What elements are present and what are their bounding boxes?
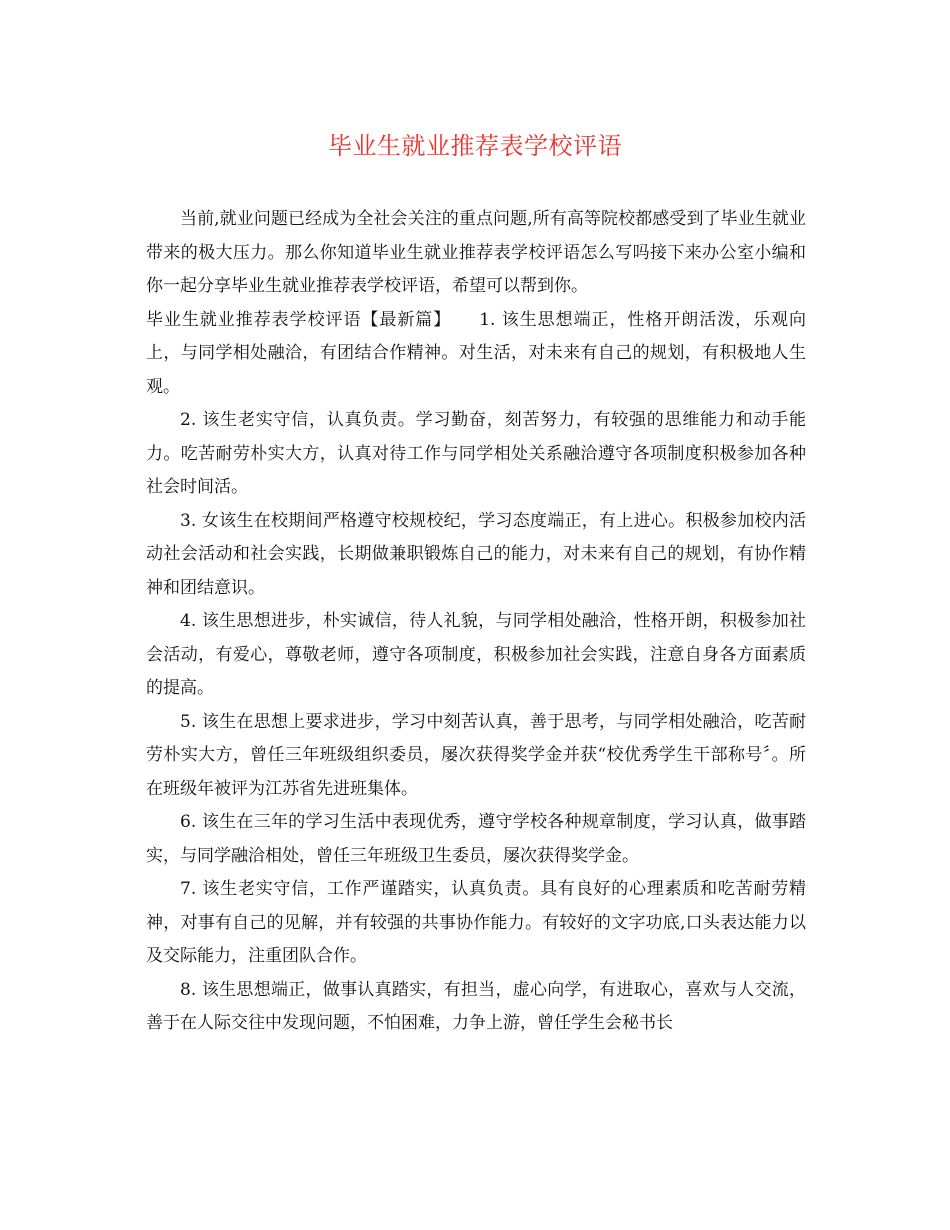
- document-body: [146, 203, 806, 1041]
- intro-paragraph: 当前,就业问题已经成为全社会关注的重点问题,所有高等院校都感受到了毕业生就业带来的极大压力。那么你知道毕业生就业推荐表学校评语怎么写吗接下来办公室小编和你一起分享毕业生就业推荐表学校评语，希望可以帮到你。: [146, 209, 806, 296]
- item-3: 3. 女该生在校期间严格遵守校规校纪，学习态度端正，有上进心。积极参加校内活动社会活动和社会实践，长期做兼职锻炼自己的能力，对未来有自己的规划，有协作精神和团结意识。: [146, 510, 806, 598]
- section-heading: 毕业生就业推荐表学校评语【最新篇】: [146, 309, 452, 330]
- item-2: 2. 该生老实守信，认真负责。学习勤奋，刻苦努力，有较强的思维能力和动手能力。吃苦耐劳朴实大方，认真对待工作与同学相处关系融洽遵守各项制度积极参加各种社会时间活。: [146, 410, 806, 497]
- item-1: 1. 该生思想端正，性格开朗活泼，乐观向上，与同学相处融洽，有团结合作精神。对生活，对未来有自己的规划，有积极地人生观。: [146, 309, 806, 397]
- first-item-paragraph: [146, 304, 806, 405]
- document-title: 毕业生就业推荐表学校评语: [328, 132, 622, 160]
- item-4: 4. 该生思想进步，朴实诚信，待人礼貌，与同学相处融洽，性格开朗，积极参加社会活动，有爱心，尊敬老师，遵守各项制度，积极参加社会实践，注意自身各方面素质的提高。: [146, 611, 806, 698]
- item-8: 8. 该生思想端正，做事认真踏实，有担当，虚心向学，有进取心，喜欢与人交流，善于在人际交往中发现问题，不怕困难，力争上游，曾任学生会秘书长: [146, 979, 806, 1033]
- item-7: 7. 该生老实守信，工作严谨踏实，认真负责。具有良好的心理素质和吃苦耐劳精神，对事有自己的见解，并有较强的共事协作能力。有较好的文字功底,口头表达能力以及交际能力，注重团队合作。: [146, 879, 806, 966]
- item-6: 6. 该生在三年的学习生活中表现优秀，遵守学校各种规章制度，学习认真，做事踏实，与同学融洽相处，曾任三年班级卫生委员，屡次获得奖学金。: [146, 812, 806, 866]
- item-5: 5. 该生在思想上要求进步，学习中刻苦认真，善于思考，与同学相处融洽，吃苦耐劳朴实大方，曾任三年班级组织委员，屡次获得奖学金并获“校优秀学生干部称号〞。所在班级年被评为江苏省先进班集体。: [146, 711, 806, 799]
